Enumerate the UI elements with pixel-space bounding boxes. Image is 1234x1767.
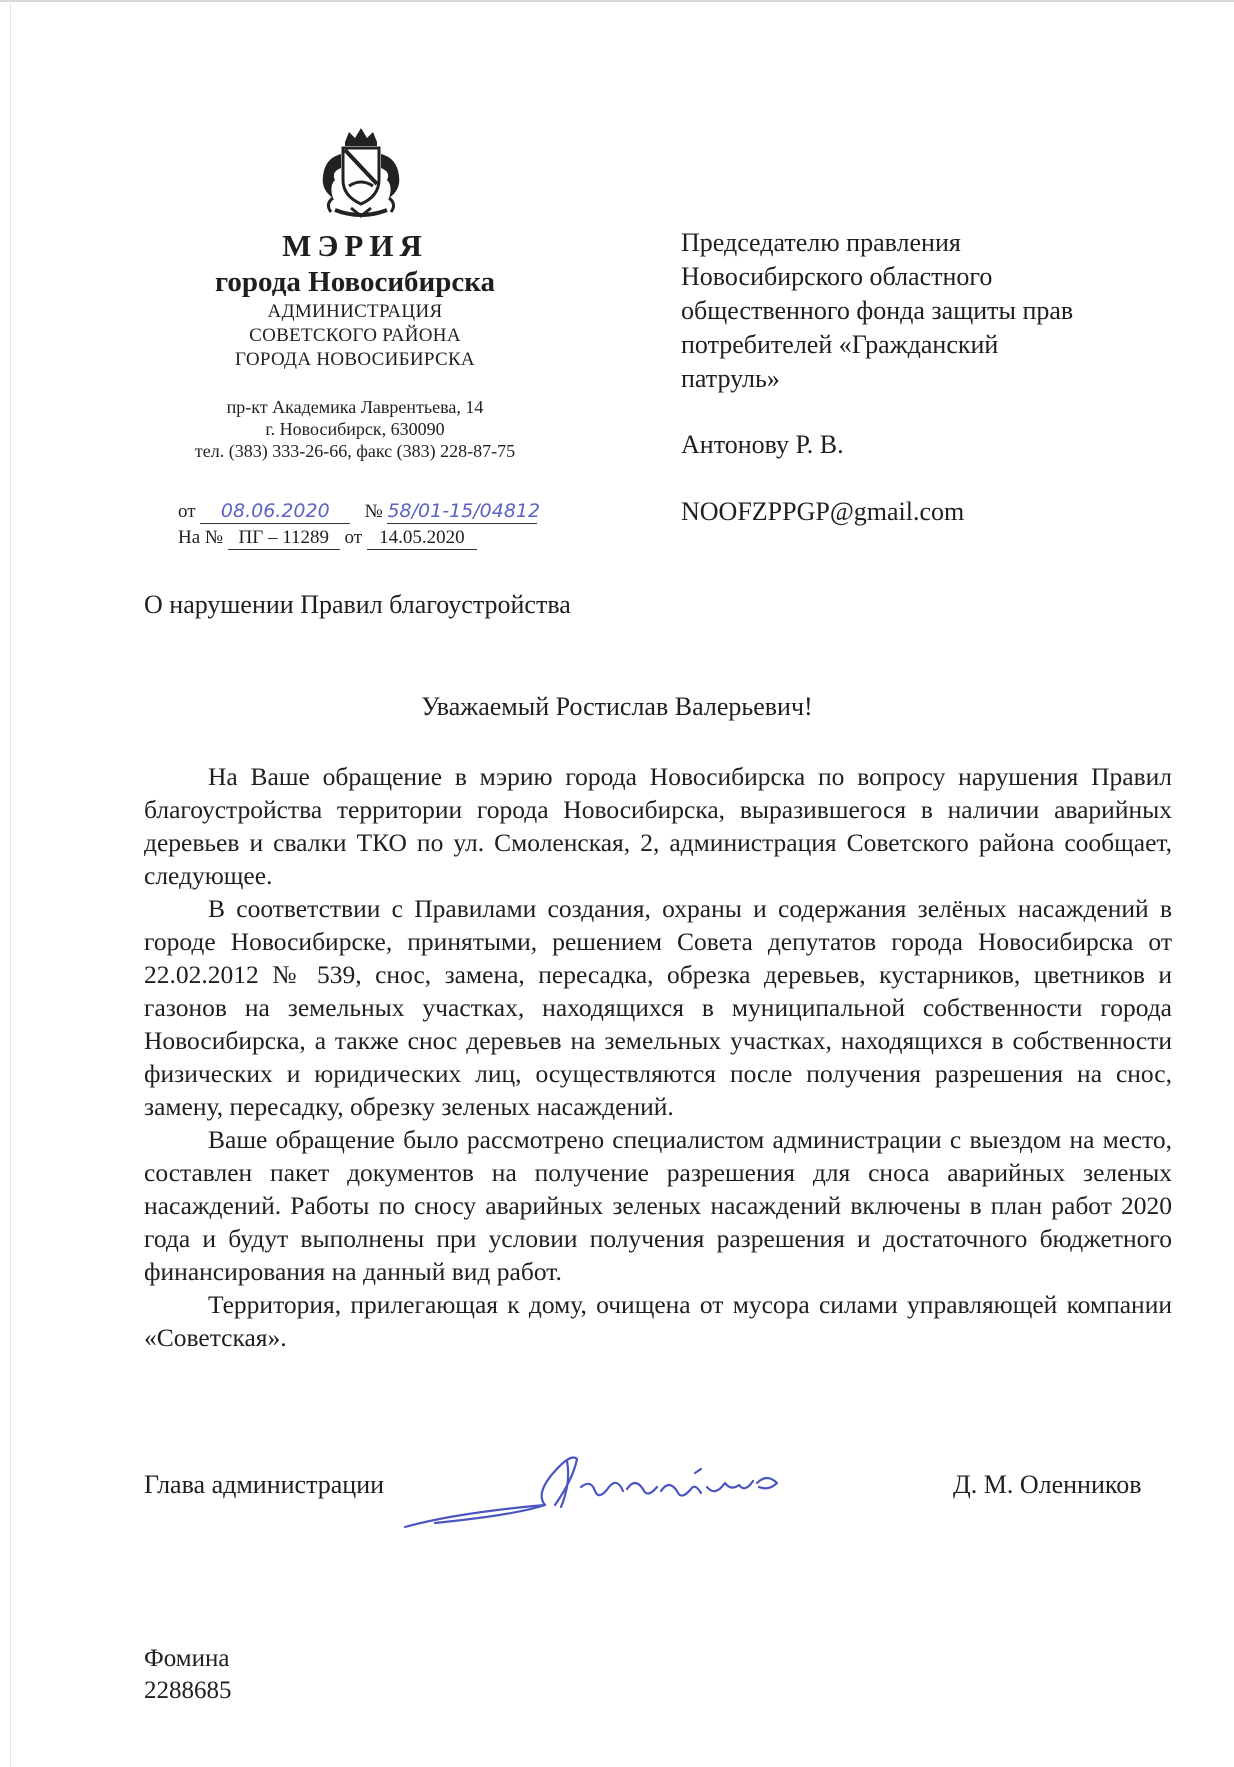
- body-paragraph-4: Территория, прилегающая к дому, очищена от мусора силами управляющей компании «Советская».: [144, 1290, 1172, 1352]
- incoming-reference: [178, 527, 477, 550]
- addressee-block: [681, 226, 1161, 396]
- signatory-name: Д. М. Оленников: [953, 1470, 1142, 1499]
- letter-subject: О нарушении Правил благоустройства: [144, 590, 571, 619]
- from-label: от: [178, 501, 196, 522]
- body-paragraph-3: Ваше обращение было рассмотрено специалистом администрации с выездом на место, составлен пакет документов на получение разрешения для сноса аварийных зеленых насаждений. Работы по сносу аварийных зеленых насаждений включены в план работ 2020 года и будут выполнены при условии получения разрешения и достаточного бюджетного финансирования на данный вид работ.: [144, 1125, 1172, 1286]
- handwritten-signature: [395, 1443, 845, 1535]
- outgoing-number: 58/01-15/04812: [387, 500, 541, 522]
- salutation: Уважаемый Ростислав Валерьевич!: [421, 692, 813, 721]
- outgoing-reference: [178, 500, 541, 524]
- reply-to-number: ПГ – 11289: [228, 527, 340, 550]
- addressee-line-1: Председателю правления: [681, 228, 961, 257]
- executor-name: Фомина: [144, 1645, 230, 1672]
- outgoing-date: 08.06.2020: [220, 500, 330, 522]
- dept-line-2: СОВЕТСКОГО РАЙОНА: [249, 325, 461, 346]
- number-label: №: [364, 501, 383, 522]
- reply-to-date: 14.05.2020: [367, 527, 477, 550]
- dept-line-3: ГОРОДА НОВОСИБИРСКА: [235, 349, 475, 370]
- org-address: [130, 396, 580, 462]
- signatory-title: Глава администрации: [144, 1470, 385, 1499]
- letterhead: [130, 228, 580, 462]
- reply-to-label: На №: [178, 527, 224, 548]
- executor-block: [144, 1643, 232, 1707]
- addressee-line-2: Новосибирского областного: [681, 262, 993, 291]
- org-name: МЭРИЯ: [282, 228, 428, 263]
- address-line-1: пр-кт Академика Лаврентьева, 14: [226, 397, 484, 417]
- addressee-name: Антонову Р. В.: [681, 430, 844, 459]
- contacts-line: тел. (383) 333-26-66, факс (383) 228-87-75: [194, 441, 516, 461]
- org-city: города Новосибирска: [214, 266, 496, 298]
- addressee-line-3: общественного фонда защиты прав: [681, 296, 1074, 325]
- outgoing-date-field: [200, 500, 350, 524]
- addressee-line-5: патруль»: [681, 364, 780, 393]
- scan-edge-top: [0, 0, 1234, 2]
- executor-phone: 2288685: [144, 1677, 232, 1704]
- outgoing-number-field: [387, 500, 541, 524]
- addressee-line-4: потребителей «Гражданский: [681, 330, 999, 359]
- reply-to-date-label: от: [344, 527, 363, 548]
- scan-edge-left: [10, 0, 11, 1767]
- body-paragraph-2: В соответствии с Правилами создания, охраны и содержания зелёных насаждений в городе Новосибирске, принятыми, решением Совета депутатов города Новосибирска от 22.02.2012 № 539, снос, замена, пересадка, обрезка деревьев, кустарников, цветников и газонов на земельных участках, находящихся в муниципальной собственности города Новосибирска, а также снос деревьев на земельных участках, находящихся в собственности физических и юридических лиц, осуществляются после получения разрешения на снос, замену, пересадку, обрезку зеленых насаждений.: [144, 894, 1172, 1121]
- dept-line-1: АДМИНИСТРАЦИЯ: [267, 301, 443, 322]
- novosibirsk-coat-of-arms-icon: [311, 124, 411, 224]
- address-line-2: г. Новосибирск, 630090: [265, 419, 445, 439]
- body-paragraph-1: На Ваше обращение в мэрию города Новосибирска по вопросу нарушения Правил благоустройства территории города Новосибирска, выразившегося в наличии аварийных деревьев и свалки ТКО по ул. Смоленская, 2, администрация Советского района сообщает, следующее.: [144, 762, 1172, 890]
- letter-body: [144, 760, 1172, 1354]
- addressee-email: NOOFZPPGP@gmail.com: [681, 497, 965, 526]
